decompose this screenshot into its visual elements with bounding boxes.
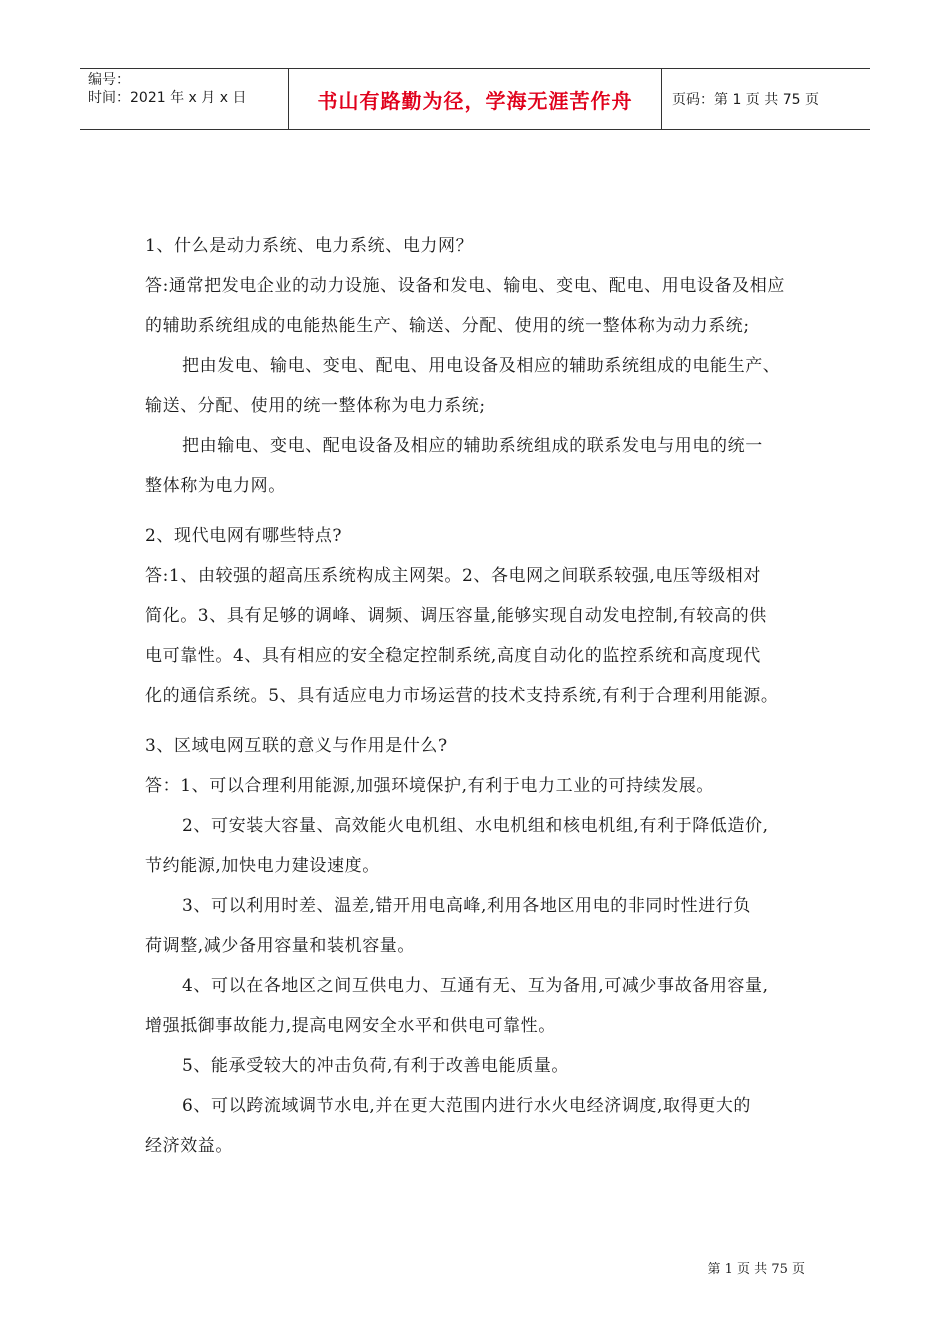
question-1: 1、什么是动力系统、电力系统、电力网？ — [145, 236, 474, 256]
header-motto: 书山有路勤为径，学海无涯苦作舟 — [288, 69, 662, 129]
answer-line: 5、能承受较大的冲击负荷,有利于改善电能质量。 — [182, 1056, 570, 1076]
header-meta — [80, 69, 288, 129]
answer-line: 把由发电、输电、变电、配电、用电设备及相应的辅助系统组成的电能生产、 — [182, 356, 781, 376]
answer-line: 增强抵御事故能力,提高电网安全水平和供电可靠性。 — [145, 1016, 556, 1036]
answer-line: 答:1、由较强的超高压系统构成主网架。2、各电网之间联系较强,电压等级相对 — [145, 566, 761, 586]
answer-line: 的辅助系统组成的电能热能生产、输送、分配、使用的统一整体称为动力系统; — [145, 316, 750, 336]
question-3: 3、区域电网互联的意义与作用是什么? — [145, 736, 448, 756]
document-header — [80, 68, 870, 130]
answer-line: 4、可以在各地区之间互供电力、互通有无、互为备用,可减少事故备用容量, — [182, 976, 769, 996]
answer-line: 节约能源,加快电力建设速度。 — [145, 856, 380, 876]
answer-line: 答:通常把发电企业的动力设施、设备和发电、输电、变电、配电、用电设备及相应 — [145, 276, 785, 296]
question-2: 2、现代电网有哪些特点? — [145, 526, 343, 546]
doc-date-label: 时间：2021 年 x 月 x 日 — [88, 90, 247, 106]
answer-line: 把由输电、变电、配电设备及相应的辅助系统组成的联系发电与用电的统一 — [182, 436, 763, 456]
header-page-info: 页码：第 1 页 共 75 页 — [672, 92, 819, 108]
answer-line: 化的通信系统。5、具有适应电力市场运营的技术支持系统,有利于合理利用能源。 — [145, 686, 779, 706]
document-body — [145, 226, 815, 1166]
answer-line: 简化。3、具有足够的调峰、调频、调压容量,能够实现自动发电控制,有较高的供 — [145, 606, 767, 626]
answer-line: 经济效益。 — [145, 1136, 233, 1156]
answer-line: 输送、分配、使用的统一整体称为电力系统; — [145, 396, 486, 416]
answer-line: 答：1、可以合理利用能源,加强环境保护,有利于电力工业的可持续发展。 — [145, 776, 715, 796]
answer-line: 6、可以跨流域调节水电,并在更大范围内进行水火电经济调度,取得更大的 — [182, 1096, 752, 1116]
doc-number-label: 编号： — [88, 72, 130, 88]
answer-line: 2、可安装大容量、高效能火电机组、水电机组和核电机组,有利于降低造价, — [182, 816, 769, 836]
answer-line: 整体称为电力网。 — [145, 476, 286, 496]
answer-line: 电可靠性。4、具有相应的安全稳定控制系统,高度自动化的监控系统和高度现代 — [145, 646, 761, 666]
answer-line: 3、可以利用时差、温差,错开用电高峰,利用各地区用电的非同时性进行负 — [182, 896, 752, 916]
page-footer: 第 1 页 共 75 页 — [707, 1262, 805, 1277]
answer-line: 荷调整,减少备用容量和装机容量。 — [145, 936, 416, 956]
